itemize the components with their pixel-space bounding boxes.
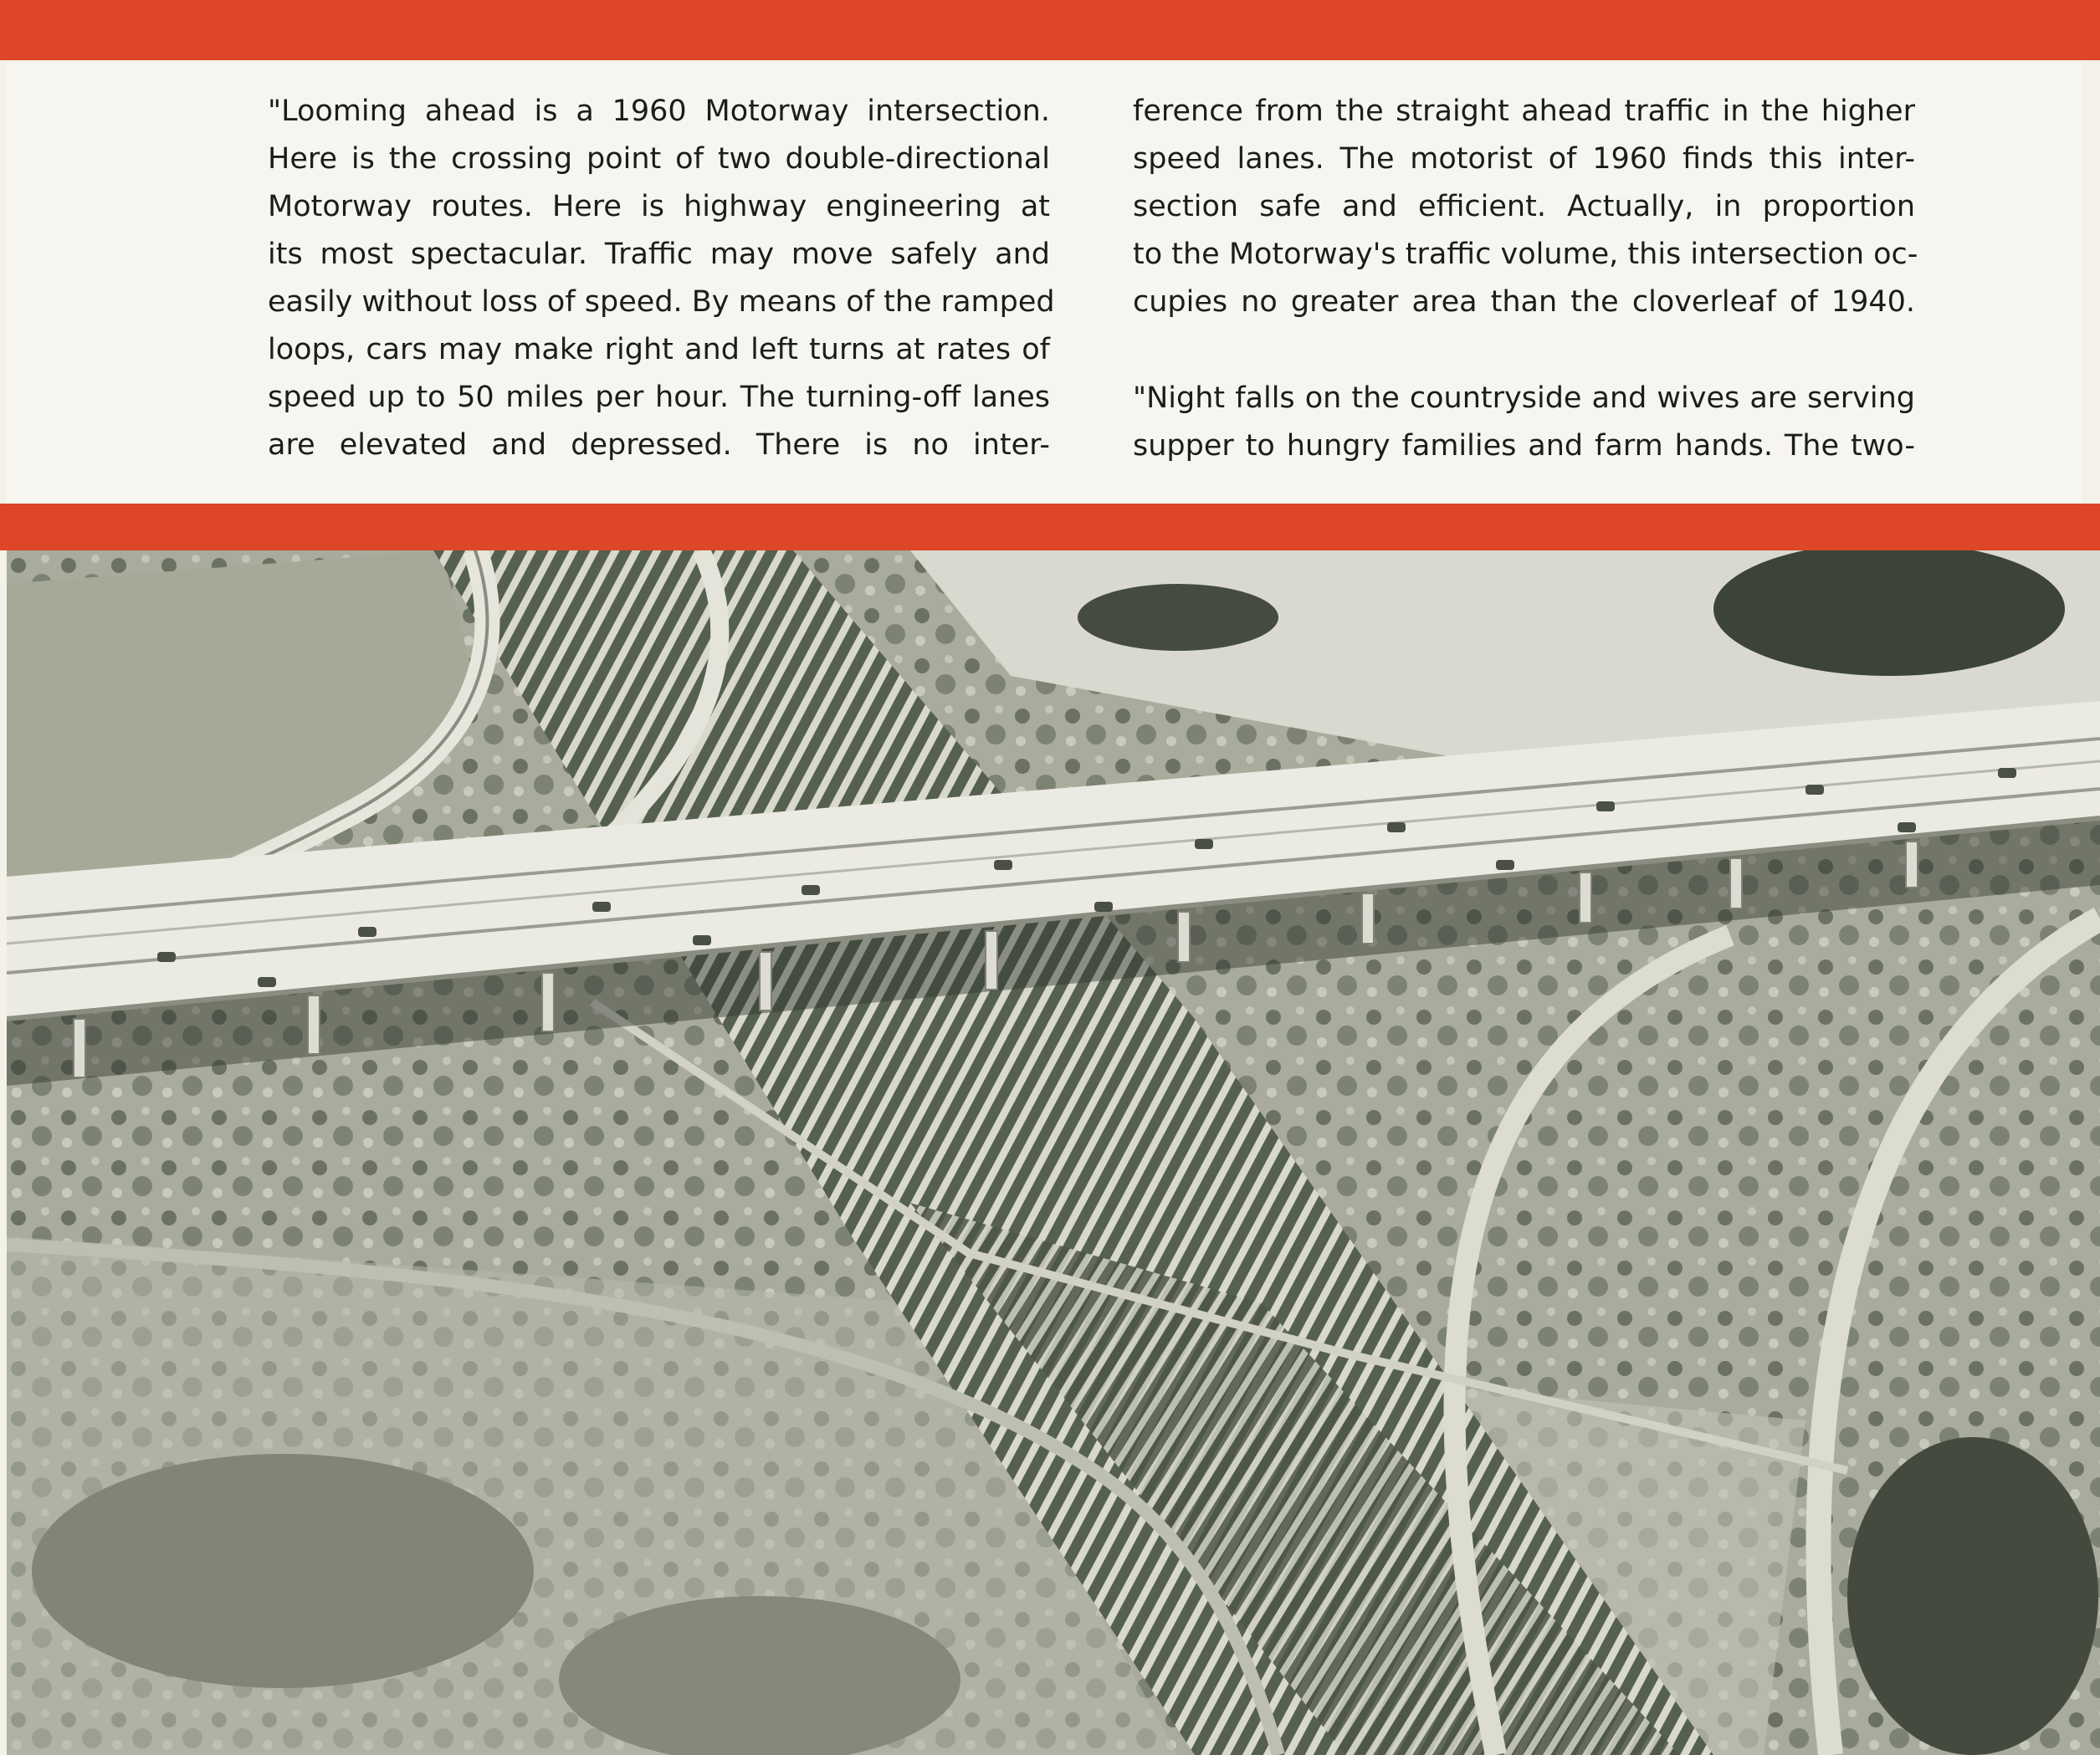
body-line: speed lanes. The motorist of 1960 finds this inter-	[1133, 142, 1915, 176]
motorway-intersection-photo	[7, 550, 2100, 1755]
paragraph-gap	[1133, 326, 1915, 375]
body-line: Motorway routes. Here is highway engineering at	[268, 190, 1050, 223]
body-line: its most spectacular. Traffic may move safely and	[268, 238, 1050, 271]
body-line: speed up to 50 miles per hour. The turning-off lanes	[268, 381, 1050, 414]
body-line: to the Motorway's traffic volume, this intersection oc-	[1133, 238, 1918, 271]
body-line: supper to hungry families and farm hands. The two-	[1133, 429, 1915, 463]
body-line: "Looming ahead is a 1960 Motorway intersection.	[268, 95, 1050, 128]
body-line: ference from the straight ahead traffic in the higher	[1133, 95, 1915, 128]
body-line: "Night falls on the countryside and wives are serving	[1133, 381, 1915, 415]
text-column-left	[268, 88, 1055, 469]
red-band-bottom	[0, 504, 2100, 550]
body-line: Here is the crossing point of two double-directional	[268, 142, 1050, 176]
body-line: are elevated and depressed. There is no inter-	[268, 428, 1050, 462]
body-line: section safe and efficient. Actually, in proportion	[1133, 190, 1915, 223]
photo-illustration	[7, 550, 2100, 1755]
body-line: easily without loss of speed. By means of the ramped	[268, 285, 1055, 319]
body-line: loops, cars may make right and left turns at rates of	[268, 333, 1050, 366]
red-band-top	[0, 0, 2100, 60]
body-line: cupies no greater area than the cloverleaf of 1940.	[1133, 285, 1915, 319]
text-column-right	[1133, 88, 1918, 470]
